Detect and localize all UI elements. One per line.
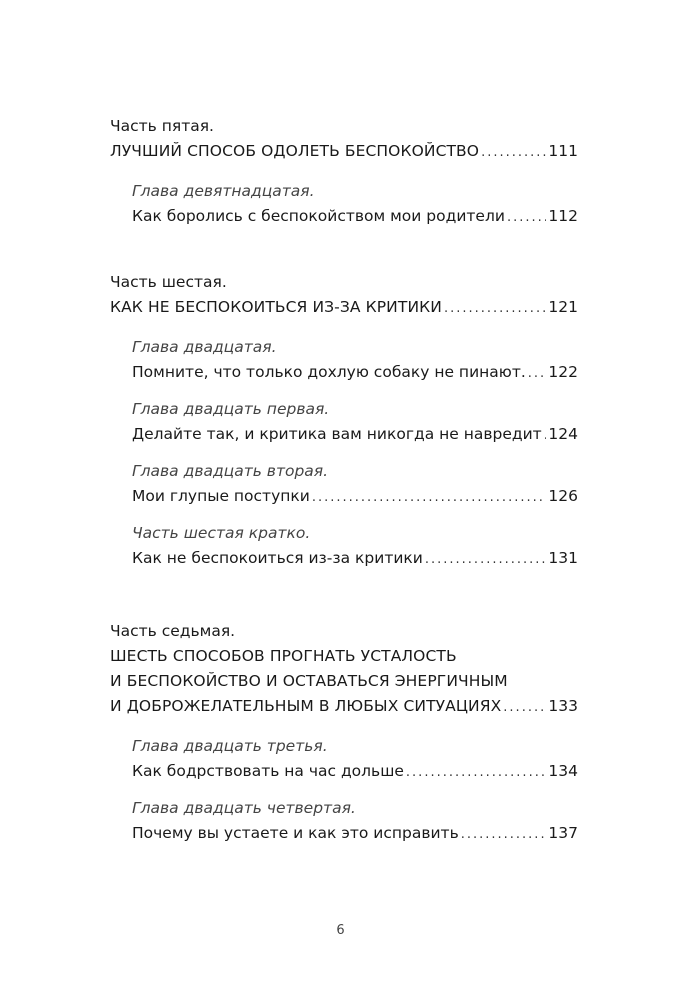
part-label: Часть пятая. (110, 117, 214, 135)
chapter-label: Глава двадцатая. (132, 338, 277, 356)
chapter-label: Глава двадцать первая. (132, 400, 330, 418)
leader-dots (481, 140, 546, 165)
toc-chapter[interactable] (132, 335, 578, 385)
page-ref: 112 (548, 207, 578, 225)
chapter-label: Часть шестая кратко. (132, 524, 311, 542)
toc-chapter[interactable] (132, 397, 578, 447)
part-title-line[interactable] (110, 694, 578, 719)
chapter-label: Глава двадцать третья. (132, 737, 328, 755)
toc-part-5 (110, 114, 578, 229)
chapter-title: Мои глупые поступки (132, 487, 310, 505)
part-title: И ДОБРОЖЕЛАТЕЛЬНЫМ В ЛЮБЫХ СИТУАЦИЯХ (110, 697, 502, 715)
chapter-title-line (132, 422, 578, 447)
chapter-title: Делайте так, и критика вам никогда не навредит (132, 425, 542, 443)
chapter-title-line (132, 759, 578, 784)
leader-dots (461, 822, 547, 847)
page-ref: 134 (548, 762, 578, 780)
page-ref: 126 (548, 487, 578, 505)
toc-chapter[interactable] (132, 179, 578, 229)
part-title-line[interactable] (110, 295, 578, 320)
chapter-title: Как боролись с беспокойством мои родители (132, 207, 505, 225)
page-ref: 124 (548, 425, 578, 443)
chapter-title-line (132, 204, 578, 229)
chapter-title-line (132, 821, 578, 846)
chapter-title-line (132, 484, 578, 509)
part-title-line[interactable] (110, 139, 578, 164)
leader-dots (406, 760, 546, 785)
part-label: Часть шестая. (110, 273, 227, 291)
leader-dots (312, 485, 547, 510)
leader-dots (444, 296, 546, 321)
page-ref: 122 (548, 363, 578, 381)
chapter-label: Глава девятнадцатая. (132, 182, 315, 200)
leader-dots (507, 205, 546, 230)
page-ref: 133 (548, 697, 578, 715)
leader-dots (425, 547, 547, 572)
chapter-title: Помните, что только дохлую собаку не пинают. (132, 363, 526, 381)
page-ref: 131 (548, 549, 578, 567)
chapter-title: Как не беспокоиться из-за критики (132, 549, 423, 567)
leader-dots (528, 361, 547, 386)
chapter-title: Как бодрствовать на час дольше (132, 762, 404, 780)
part-title-line: И БЕСПОКОЙСТВО И ОСТАВАТЬСЯ ЭНЕРГИЧНЫМ (110, 672, 508, 690)
chapter-title-line (132, 546, 578, 571)
toc-chapter[interactable] (132, 796, 578, 846)
toc-part-6 (110, 270, 578, 571)
part-title: КАК НЕ БЕСПОКОИТЬСЯ ИЗ-ЗА КРИТИКИ (110, 298, 442, 316)
chapter-label: Глава двадцать вторая. (132, 462, 329, 480)
chapter-title-line (132, 360, 578, 385)
page-ref: 111 (548, 142, 578, 160)
toc-chapter[interactable] (132, 459, 578, 509)
toc-part-7 (110, 619, 578, 846)
leader-dots (544, 423, 547, 448)
toc-chapter[interactable] (132, 521, 578, 571)
page-ref: 121 (548, 298, 578, 316)
chapter-title: Почему вы устаете и как это исправить (132, 824, 459, 842)
page-number: 6 (336, 923, 345, 938)
toc-chapter[interactable] (132, 734, 578, 784)
part-title-line: ШЕСТЬ СПОСОБОВ ПРОГНАТЬ УСТАЛОСТЬ (110, 647, 457, 665)
part-label: Часть седьмая. (110, 622, 236, 640)
chapter-label: Глава двадцать четвертая. (132, 799, 356, 817)
part-title: ЛУЧШИЙ СПОСОБ ОДОЛЕТЬ БЕСПОКОЙСТВО (110, 142, 480, 160)
leader-dots (503, 695, 546, 720)
page-ref: 137 (548, 824, 578, 842)
